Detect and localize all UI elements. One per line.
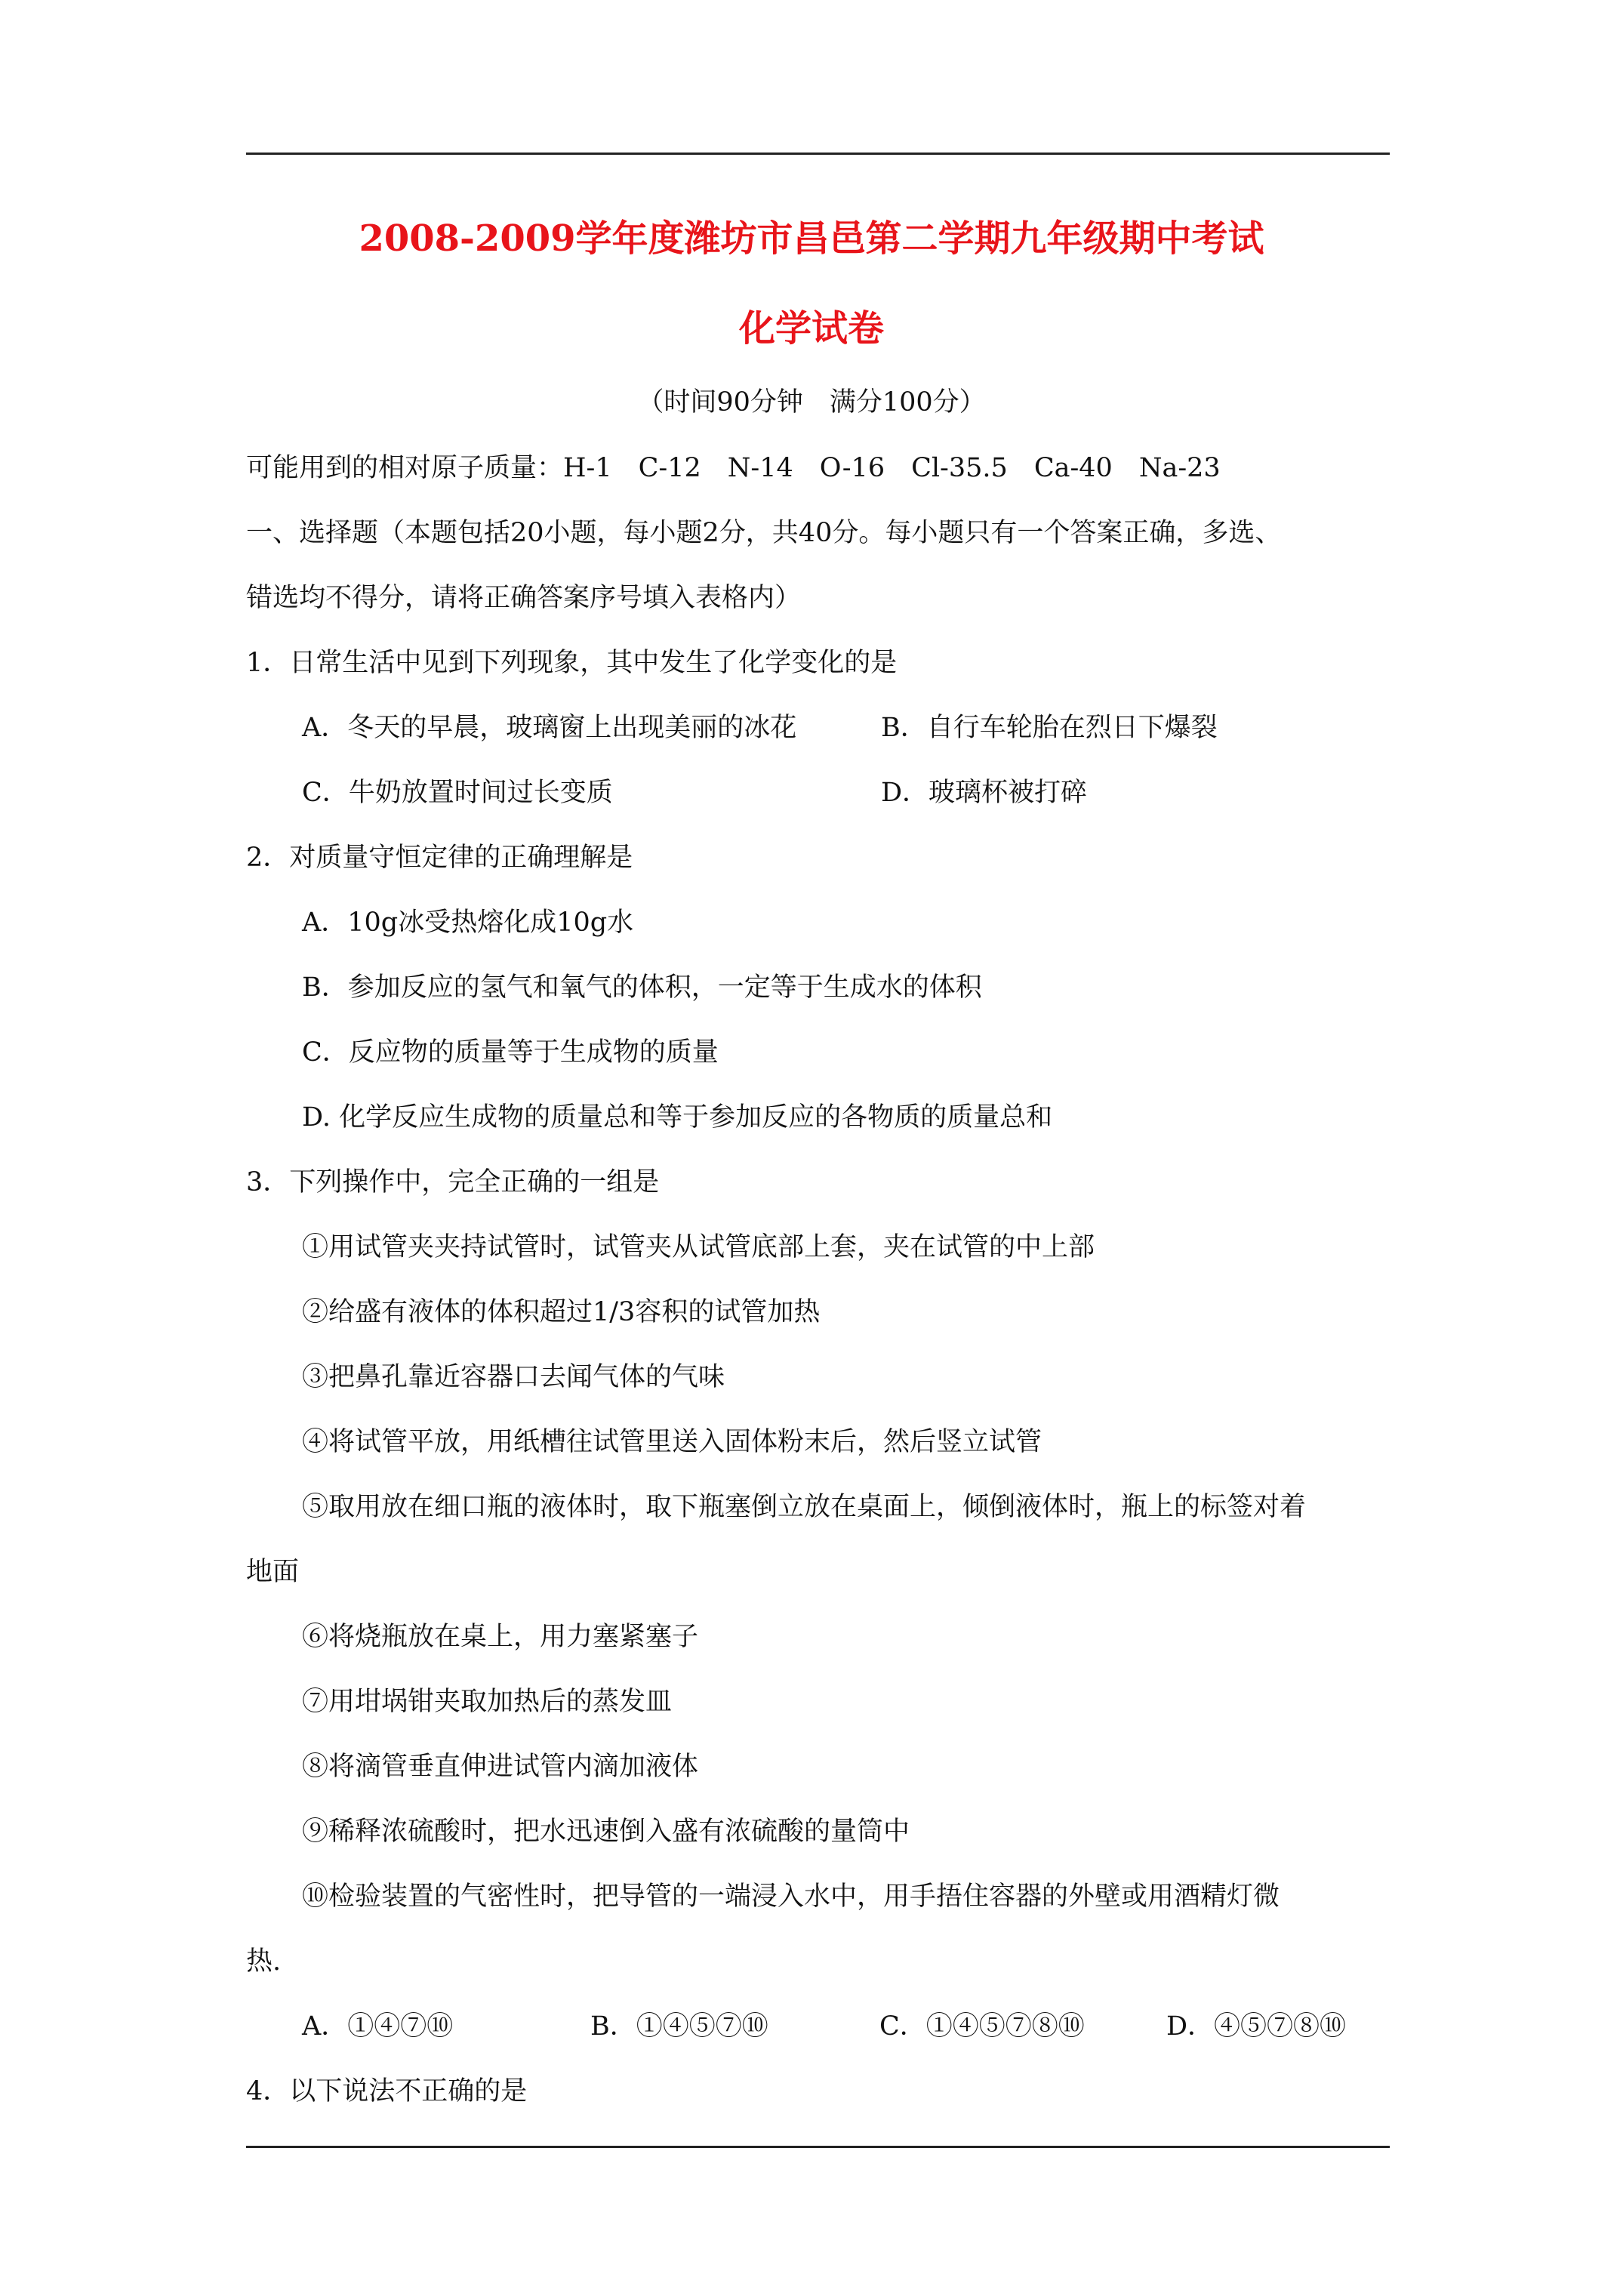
question-2-option-c: C．反应物的质量等于生成物的质量 <box>302 1037 719 1068</box>
question-2-option-b: B．参加反应的氢气和氧气的体积，一定等于生成水的体积 <box>302 972 982 1003</box>
bottom-rule <box>246 2146 1390 2148</box>
question-3-item-7: ⑦用坩埚钳夹取加热后的蒸发皿 <box>302 1687 673 1717</box>
question-3-item-2: ②给盛有液体的体积超过1/3容积的试管加热 <box>302 1297 821 1327</box>
question-1-option-a: A．冬天的早晨，玻璃窗上出现美丽的冰花 <box>302 713 797 743</box>
question-3-item-8: ⑧将滴管垂直伸进试管内滴加液体 <box>302 1752 699 1782</box>
section-intro-line-2: 错选均不得分，请将正确答案序号填入表格内） <box>246 583 802 613</box>
question-3-item-5-cont: 地面 <box>246 1557 300 1587</box>
question-3-option-d: D．④⑤⑦⑧⑩ <box>1166 2011 1347 2042</box>
question-3-item-10: ⑩检验装置的气密性时，把导管的一端浸入水中，用手捂住容器的外壁或用酒精灯微 <box>302 1881 1280 1912</box>
exam-title: 2008-2009学年度潍坊市昌邑第二学期九年级期中考试 <box>359 217 1264 260</box>
question-2-option-d: D. 化学反应生成物的质量总和等于参加反应的各物质的质量总和 <box>302 1102 1053 1133</box>
question-3-item-1: ①用试管夹夹持试管时，试管夹从试管底部上套，夹在试管的中上部 <box>302 1232 1095 1262</box>
question-4-stem: 4．以下说法不正确的是 <box>246 2076 528 2106</box>
question-3-stem: 3．下列操作中，完全正确的一组是 <box>246 1167 660 1197</box>
question-2-stem: 2．对质量守恒定律的正确理解是 <box>246 843 633 873</box>
question-1-option-d: D．玻璃杯被打碎 <box>881 778 1088 808</box>
question-3-item-4: ④将试管平放，用纸槽往试管里送入固体粉末后，然后竖立试管 <box>302 1427 1042 1457</box>
question-3-item-10-cont: 热. <box>246 1946 282 1977</box>
question-1-option-b: B．自行车轮胎在烈日下爆裂 <box>881 713 1218 743</box>
question-1-option-c: C．牛奶放置时间过长变质 <box>302 778 613 808</box>
question-3-option-b: B．①④⑤⑦⑩ <box>590 2011 768 2042</box>
section-intro-line-1: 一、选择题（本题包括20小题，每小题2分，共40分。每小题只有一个答案正确，多选、 <box>246 518 1282 548</box>
atomic-mass-line: 可能用到的相对原子质量：H-1 C-12 N-14 O-16 Cl-35.5 Ca-40 Na-23 <box>246 453 1221 483</box>
time-info: （时间90分钟 满分100分） <box>637 387 986 418</box>
question-3-item-9: ⑨稀释浓硫酸时，把水迅速倒入盛有浓硫酸的量筒中 <box>302 1817 910 1847</box>
question-1-stem: 1．日常生活中见到下列现象，其中发生了化学变化的是 <box>246 648 898 678</box>
question-3-option-a: A．①④⑦⑩ <box>302 2011 454 2042</box>
top-rule <box>246 153 1390 155</box>
question-2-option-a: A．10g冰受热熔化成10g水 <box>302 908 634 938</box>
exam-subtitle: 化学试卷 <box>738 307 884 350</box>
question-3-item-3: ③把鼻孔靠近容器口去闻气体的气味 <box>302 1362 725 1392</box>
question-3-item-6: ⑥将烧瓶放在桌上，用力塞紧塞子 <box>302 1622 699 1652</box>
question-3-item-5: ⑤取用放在细口瓶的液体时，取下瓶塞倒立放在桌面上，倾倒液体时，瓶上的标签对着 <box>302 1492 1307 1522</box>
question-3-option-c: C．①④⑤⑦⑧⑩ <box>879 2011 1085 2042</box>
